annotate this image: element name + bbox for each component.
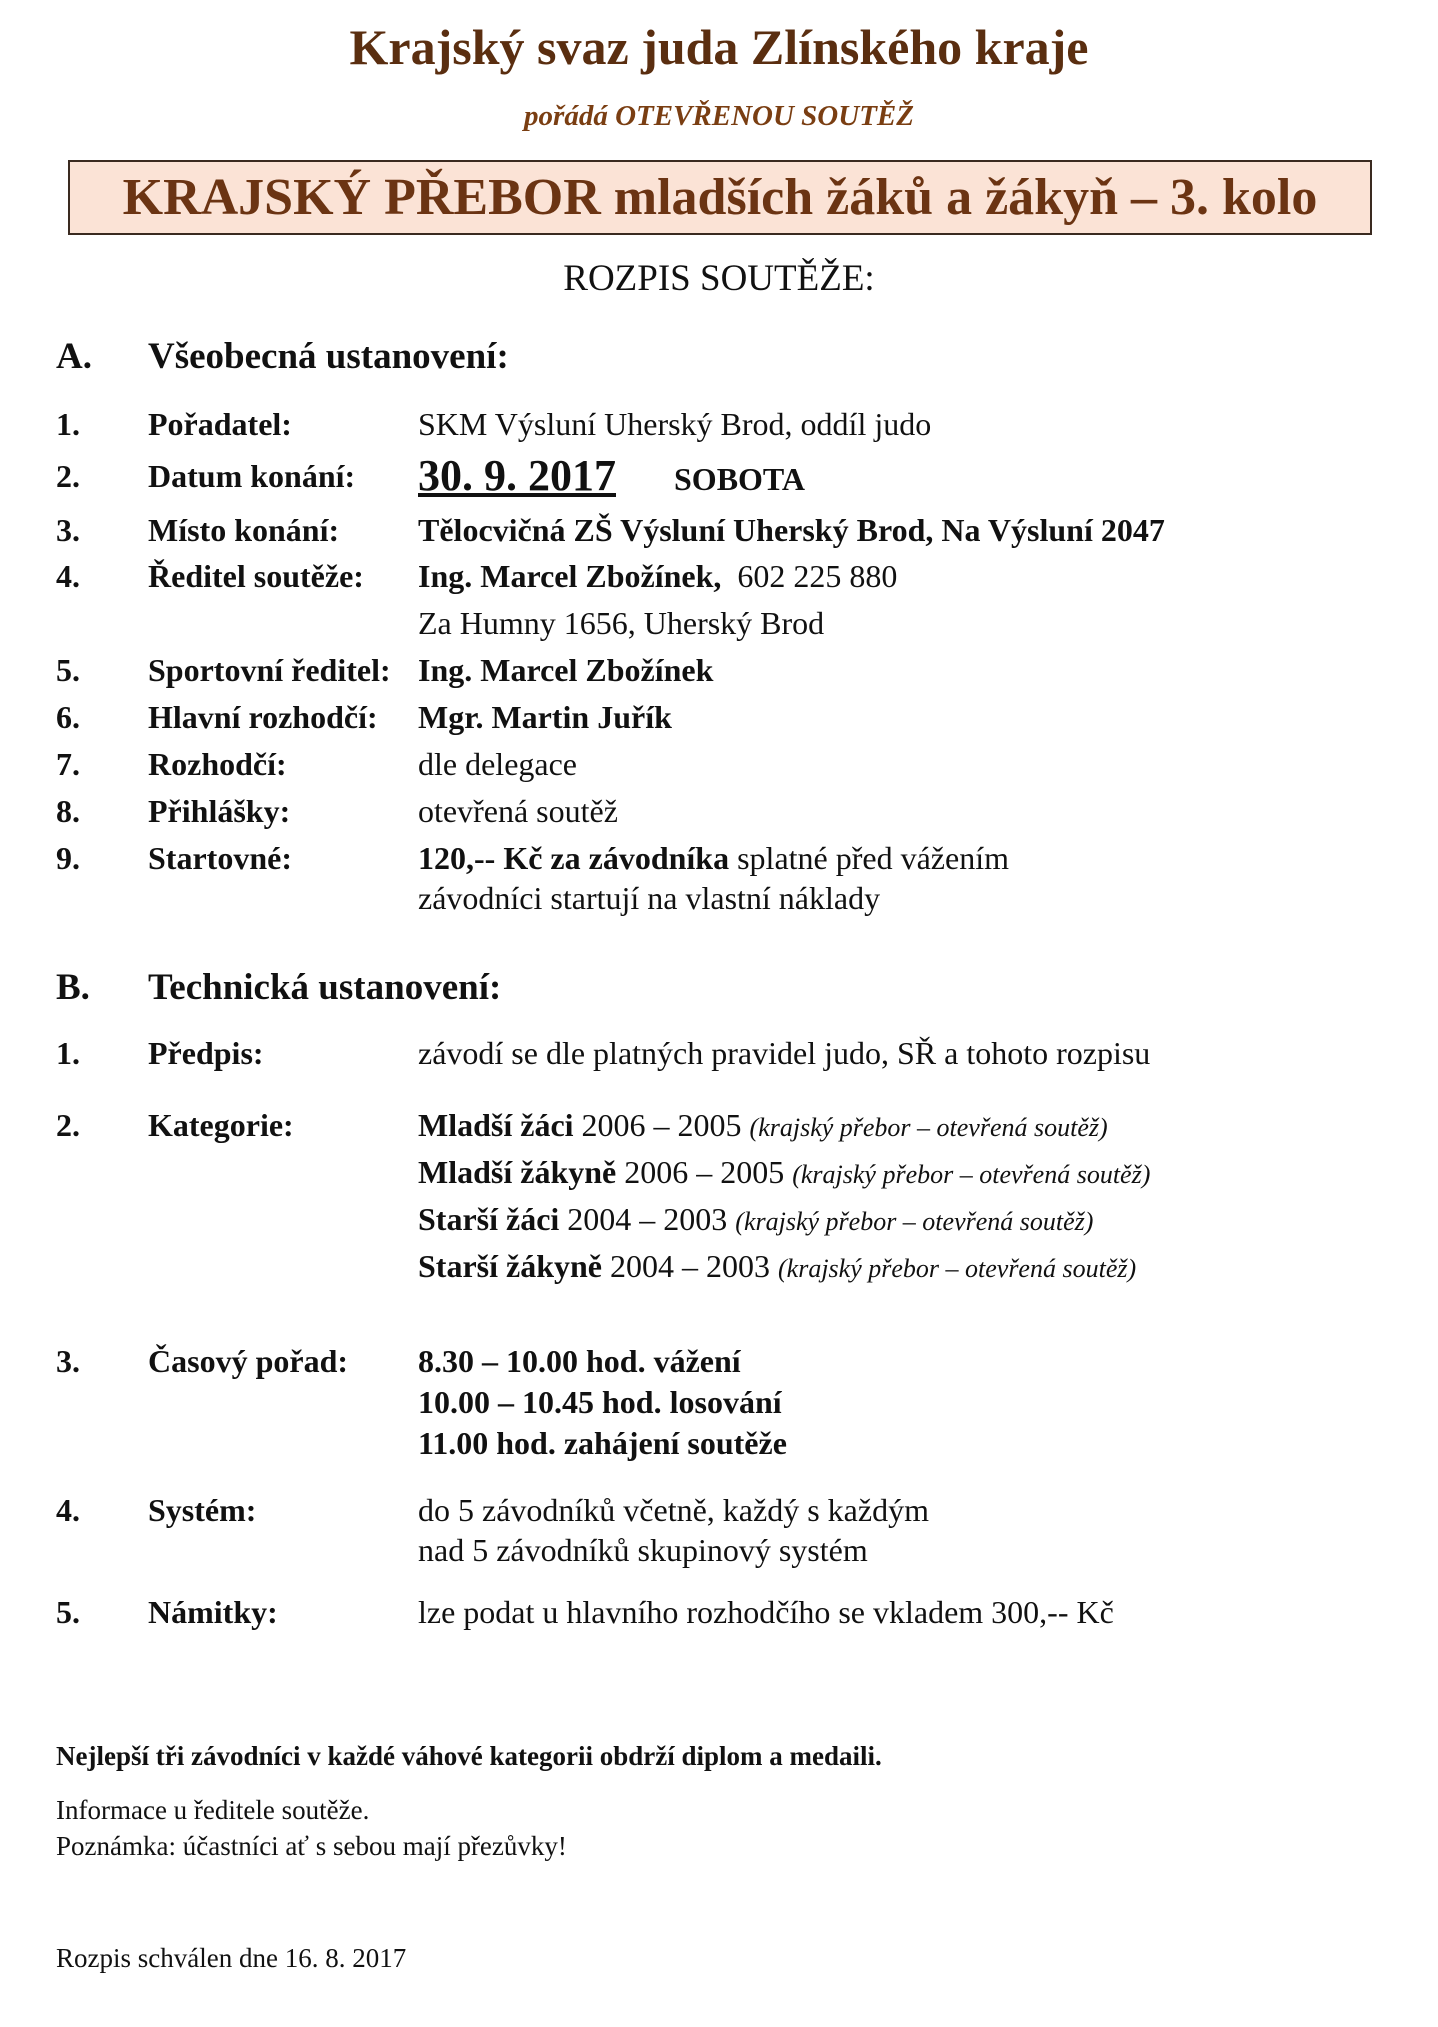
category-years: 2006 – 2005 [581,1107,742,1143]
item-label: Pořadatel: [148,406,292,442]
item-label: Ředitel soutěže: [148,558,364,594]
item-label: Sportovní ředitel: [148,652,391,688]
category-name: Mladší žáci [418,1107,574,1143]
item-label: Předpis: [148,1035,264,1071]
item-label: Datum konání: [148,458,356,494]
item-label: Časový pořad: [148,1343,349,1379]
subtitle: pořádá OTEVŘENOU SOUTĚŽ [524,100,914,132]
director-phone: 602 225 880 [737,558,898,594]
category-note: (krajský přebor – otevřená soutěž) [749,1113,1108,1142]
item-value: Tělocvičná ZŠ Výsluní Uherský Brod, Na Výsluní 2047 [418,512,1165,548]
item-number: 9. [56,840,80,876]
awards-note: Nejlepší tři závodníci v každé váhové kategorii obdrží diplom a medaili. [56,1741,882,1771]
system-line: do 5 závodníků včetně, každý s každým [418,1492,929,1528]
fee-expenses-note: závodníci startují na vlastní náklady [418,880,881,916]
item-value [418,450,805,501]
item-number: 1. [56,406,80,442]
schedule-line: 10.00 – 10.45 hod. losování [418,1384,782,1420]
category-note: (krajský přebor – otevřená soutěž) [792,1160,1151,1189]
section-letter: A. [56,336,92,377]
schedule-line: 8.30 – 10.00 hod. vážení [418,1343,741,1379]
category-line [418,1107,1108,1144]
category-name: Starší žákyně [418,1248,602,1284]
event-date: 30. 9. 2017 [418,451,616,500]
section-title: Všeobecná ustanovení: [148,336,509,377]
director-address: Za Humny 1656, Uherský Brod [418,605,825,641]
item-number: 1. [56,1035,80,1071]
item-value: Mgr. Martin Juřík [418,699,672,735]
schedule-line: 11.00 hod. zahájení soutěže [418,1425,787,1461]
event-title-box [68,160,1372,235]
item-value [418,558,897,595]
remark-note: Poznámka: účastníci ať s sebou mají přezůvky! [56,1831,567,1861]
item-label: Kategorie: [148,1107,294,1143]
category-line [418,1248,1136,1285]
system-line: nad 5 závodníků skupinový systém [418,1532,868,1568]
item-value: Ing. Marcel Zbožínek [418,652,714,688]
item-label: Systém: [148,1492,257,1528]
item-number: 3. [56,1343,80,1379]
approval-note: Rozpis schválen dne 16. 8. 2017 [56,1943,407,1973]
category-years: 2004 – 2003 [610,1248,770,1284]
item-number: 8. [56,793,80,829]
info-note: Informace u ředitele soutěže. [56,1795,370,1825]
fee-note: splatné před vážením [737,840,1009,876]
item-label: Námitky: [148,1594,278,1630]
item-label: Hlavní rozhodčí: [148,699,378,735]
item-number: 3. [56,512,80,548]
event-day: SOBOTA [674,461,805,497]
section-title: Technická ustanovení: [148,967,502,1008]
item-value: závodí se dle platných pravidel judo, SŘ a tohoto rozpisu [418,1035,1151,1071]
item-value: dle delegace [418,746,577,782]
fee-amount: 120,-- Kč za závodníka [418,840,730,876]
category-name: Mladší žákyně [418,1154,617,1190]
item-value: otevřená soutěž [418,793,618,829]
item-number: 6. [56,699,80,735]
category-line [418,1154,1150,1191]
item-label: Místo konání: [148,512,340,548]
category-line [418,1201,1093,1238]
category-note: (krajský přebor – otevřená soutěž) [778,1254,1137,1283]
item-number: 5. [56,1594,80,1630]
item-value: lze podat u hlavního rozhodčího se vkladem 300,-- Kč [418,1594,1114,1630]
category-note: (krajský přebor – otevřená soutěž) [735,1207,1094,1236]
category-years: 2004 – 2003 [567,1201,728,1237]
item-number: 4. [56,1492,80,1528]
item-label: Startovné: [148,840,292,876]
item-number: 4. [56,558,80,594]
event-title: KRAJSKÝ PŘEBOR mladších žáků a žákyň – 3. kolo [122,169,1318,226]
item-number: 7. [56,746,80,782]
director-name: Ing. Marcel Zbožínek, [418,558,722,594]
category-name: Starší žáci [418,1201,560,1237]
item-label: Přihlášky: [148,793,291,829]
item-number: 2. [56,1107,80,1143]
section-letter: B. [56,967,90,1008]
item-number: 2. [56,458,80,494]
rozpis-heading: ROZPIS SOUTĚŽE: [563,258,875,299]
category-years: 2006 – 2005 [624,1154,785,1190]
item-label: Rozhodčí: [148,746,287,782]
item-value: SKM Výsluní Uherský Brod, oddíl judo [418,406,932,442]
item-value [418,840,1009,877]
organization-title: Krajský svaz juda Zlínského kraje [349,19,1089,75]
item-number: 5. [56,652,80,688]
